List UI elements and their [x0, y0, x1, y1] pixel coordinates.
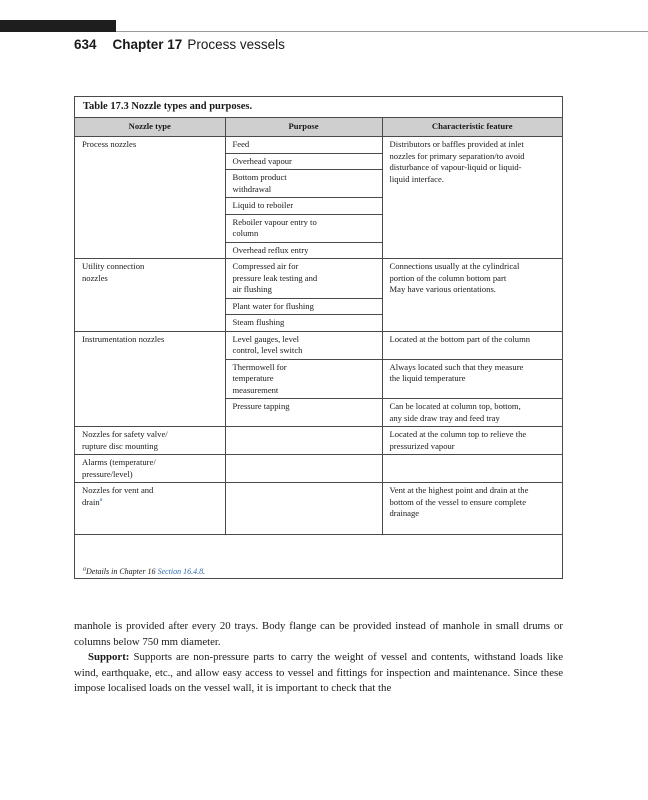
purpose-cell: Pressure tapping	[225, 399, 382, 427]
nozzle-type-cell: Alarms (temperature/ pressure/level)	[75, 455, 225, 483]
table-row	[75, 259, 562, 299]
feature-cell: Always located such that they measure the liquid temperature	[382, 359, 562, 399]
table-caption: Table 17.3 Nozzle types and purposes.	[83, 101, 253, 112]
footnote-end: .	[203, 567, 206, 576]
nozzle-type-text: Nozzles for vent and drain	[82, 485, 154, 507]
chapter-title: Process vessels	[187, 37, 285, 52]
nozzle-type-cell: Utility connection nozzles	[75, 259, 225, 332]
column-header: Purpose	[225, 118, 382, 137]
purpose-cell: Thermowell for temperature measurement	[225, 359, 382, 399]
header-rule	[116, 31, 648, 32]
page-header	[74, 37, 285, 52]
nozzle-type-cell: Instrumentation nozzles	[75, 331, 225, 427]
footnote-mark: a	[83, 566, 86, 573]
column-header: Characteristic feature	[382, 118, 562, 137]
purpose-cell	[225, 427, 382, 455]
feature-cell: Distributors or baffles provided at inlet nozzles for primary separation/to avoid disturbance of vapour-liquid or liquid- liquid interface.	[382, 137, 562, 259]
table-row	[75, 455, 562, 483]
header-accent-bar	[0, 20, 116, 32]
section-link[interactable]: Section 16.4.8	[157, 567, 204, 576]
feature-cell: Connections usually at the cylindrical portion of the column bottom part May have various orientations.	[382, 259, 562, 332]
support-text: Supports are non-pressure parts to carry the weight of vessel and contents, withstand loads like wind, earthquake, etc., and allow easy access to vessel and fittings for inspection and maintenance. Since these impose localised loads on the vessel wall, it is important to check that the	[74, 651, 563, 694]
purpose-cell: Plant water for flushing	[225, 298, 382, 315]
feature-cell: Located at the bottom part of the column	[382, 331, 562, 359]
footnote-text: Details in Chapter 16	[86, 567, 156, 576]
purpose-cell: Overhead vapour	[225, 153, 382, 170]
nozzle-type-cell	[75, 483, 225, 535]
chapter-label: Chapter 17	[112, 37, 183, 52]
page-number: 634	[74, 37, 97, 52]
table-footnote	[83, 567, 205, 576]
purpose-cell: Steam flushing	[225, 315, 382, 332]
nozzle-table	[75, 117, 562, 535]
table-row	[75, 427, 562, 455]
feature-cell: Can be located at column top, bottom, any side draw tray and feed tray	[382, 399, 562, 427]
purpose-cell: Bottom product withdrawal	[225, 170, 382, 198]
feature-cell: Vent at the highest point and drain at the bottom of the vessel to ensure complete drainage	[382, 483, 562, 535]
nozzle-table-frame	[74, 96, 563, 579]
table-row	[75, 483, 562, 535]
purpose-cell: Liquid to reboiler	[225, 198, 382, 215]
table-header-row	[75, 118, 562, 137]
feature-cell	[382, 455, 562, 483]
column-header: Nozzle type	[75, 118, 225, 137]
nozzle-type-cell: Nozzles for safety valve/ rupture disc mounting	[75, 427, 225, 455]
purpose-cell	[225, 483, 382, 535]
purpose-cell	[225, 455, 382, 483]
purpose-cell: Overhead reflux entry	[225, 242, 382, 259]
body-text	[74, 619, 563, 697]
paragraph: manhole is provided after every 20 trays. Body flange can be provided instead of manhole in small drums or columns below 750 mm diameter.	[74, 620, 563, 648]
support-label: Support:	[88, 651, 130, 663]
purpose-cell: Reboiler vapour entry to column	[225, 214, 382, 242]
nozzle-type-cell: Process nozzles	[75, 137, 225, 259]
purpose-cell: Feed	[225, 137, 382, 154]
feature-cell: Located at the column top to relieve the pressurized vapour	[382, 427, 562, 455]
paragraph-support	[74, 650, 563, 697]
table-row	[75, 137, 562, 154]
purpose-cell: Level gauges, level control, level switch	[225, 331, 382, 359]
purpose-cell: Compressed air for pressure leak testing and air flushing	[225, 259, 382, 299]
footnote-marker[interactable]: a	[99, 496, 103, 503]
table-row	[75, 331, 562, 359]
